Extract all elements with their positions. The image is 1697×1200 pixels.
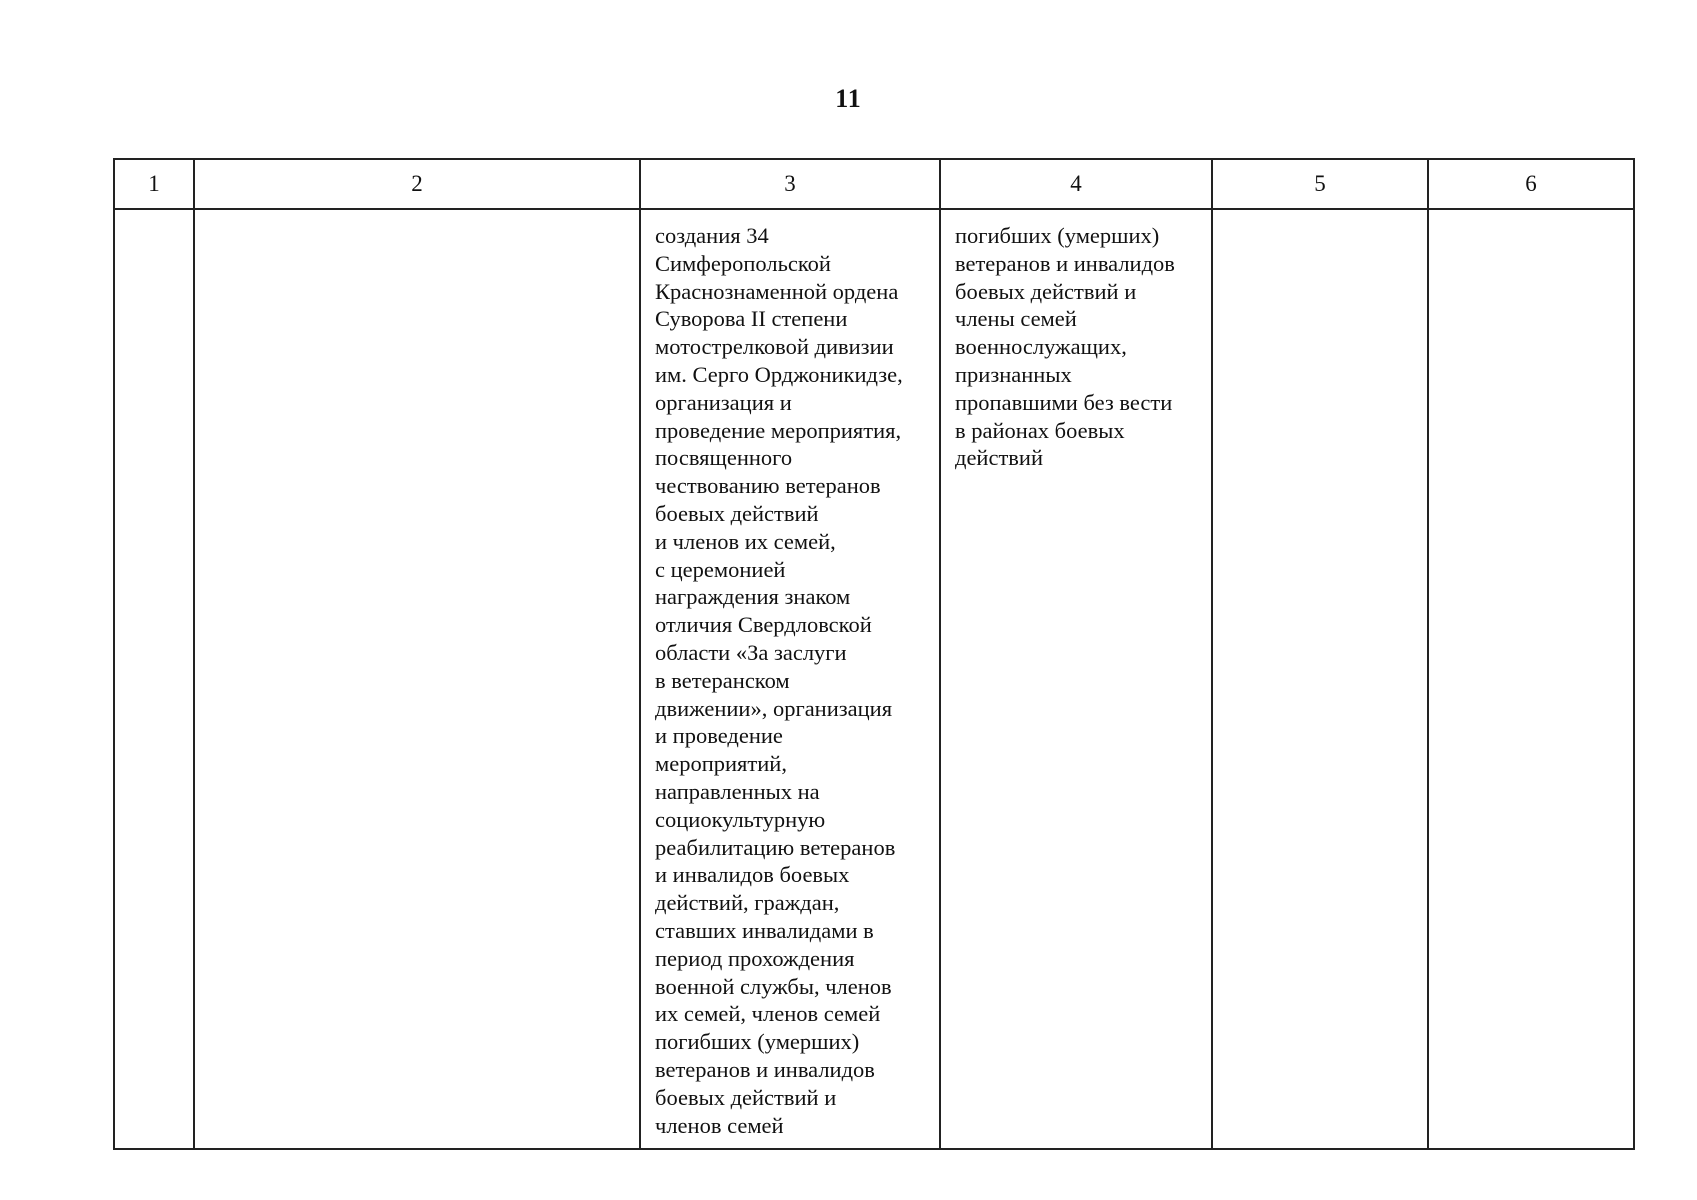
event-description-text: создания 34 Симферопольской Краснознаменной ордена Суворова II степени мотострелковой дивизии им. Серго Орджоникидзе, организация и проведение мероприятия, посвященного чествованию ветеранов боевых действий и членов их семей, с церемонией награждения знаком отличия Свердловской области «За заслуги в ветеранском движении», организация и проведение мероприятий, направленных на социокультурную реабилитацию ветеранов и инвалидов боевых действий, граждан, ставших инвалидами в период прохождения военной службы, членов их семей, членов семей погибших (умерших) ветеранов и инвалидов боевых действий и членов семей [655, 223, 903, 1138]
cell-col4 [940, 209, 1212, 1149]
column-header-6: 6 [1428, 159, 1634, 209]
cell-col6 [1428, 209, 1634, 1149]
table-row [114, 209, 1634, 1149]
table-header-row [114, 159, 1634, 209]
column-header-2: 2 [194, 159, 640, 209]
cell-col5 [1212, 209, 1428, 1149]
column-header-3: 3 [640, 159, 940, 209]
participants-text: погибших (умерших) ветеранов и инвалидов боевых действий и члены семей военнослужащих, признанных пропавшими без вести в районах боевых действий [955, 223, 1175, 471]
cell-col2 [194, 209, 640, 1149]
page-number: 11 [835, 84, 862, 113]
column-header-5: 5 [1212, 159, 1428, 209]
cell-col3 [640, 209, 940, 1149]
cell-col1 [114, 209, 194, 1149]
column-header-1: 1 [114, 159, 194, 209]
column-header-4: 4 [940, 159, 1212, 209]
program-table [113, 158, 1635, 1150]
